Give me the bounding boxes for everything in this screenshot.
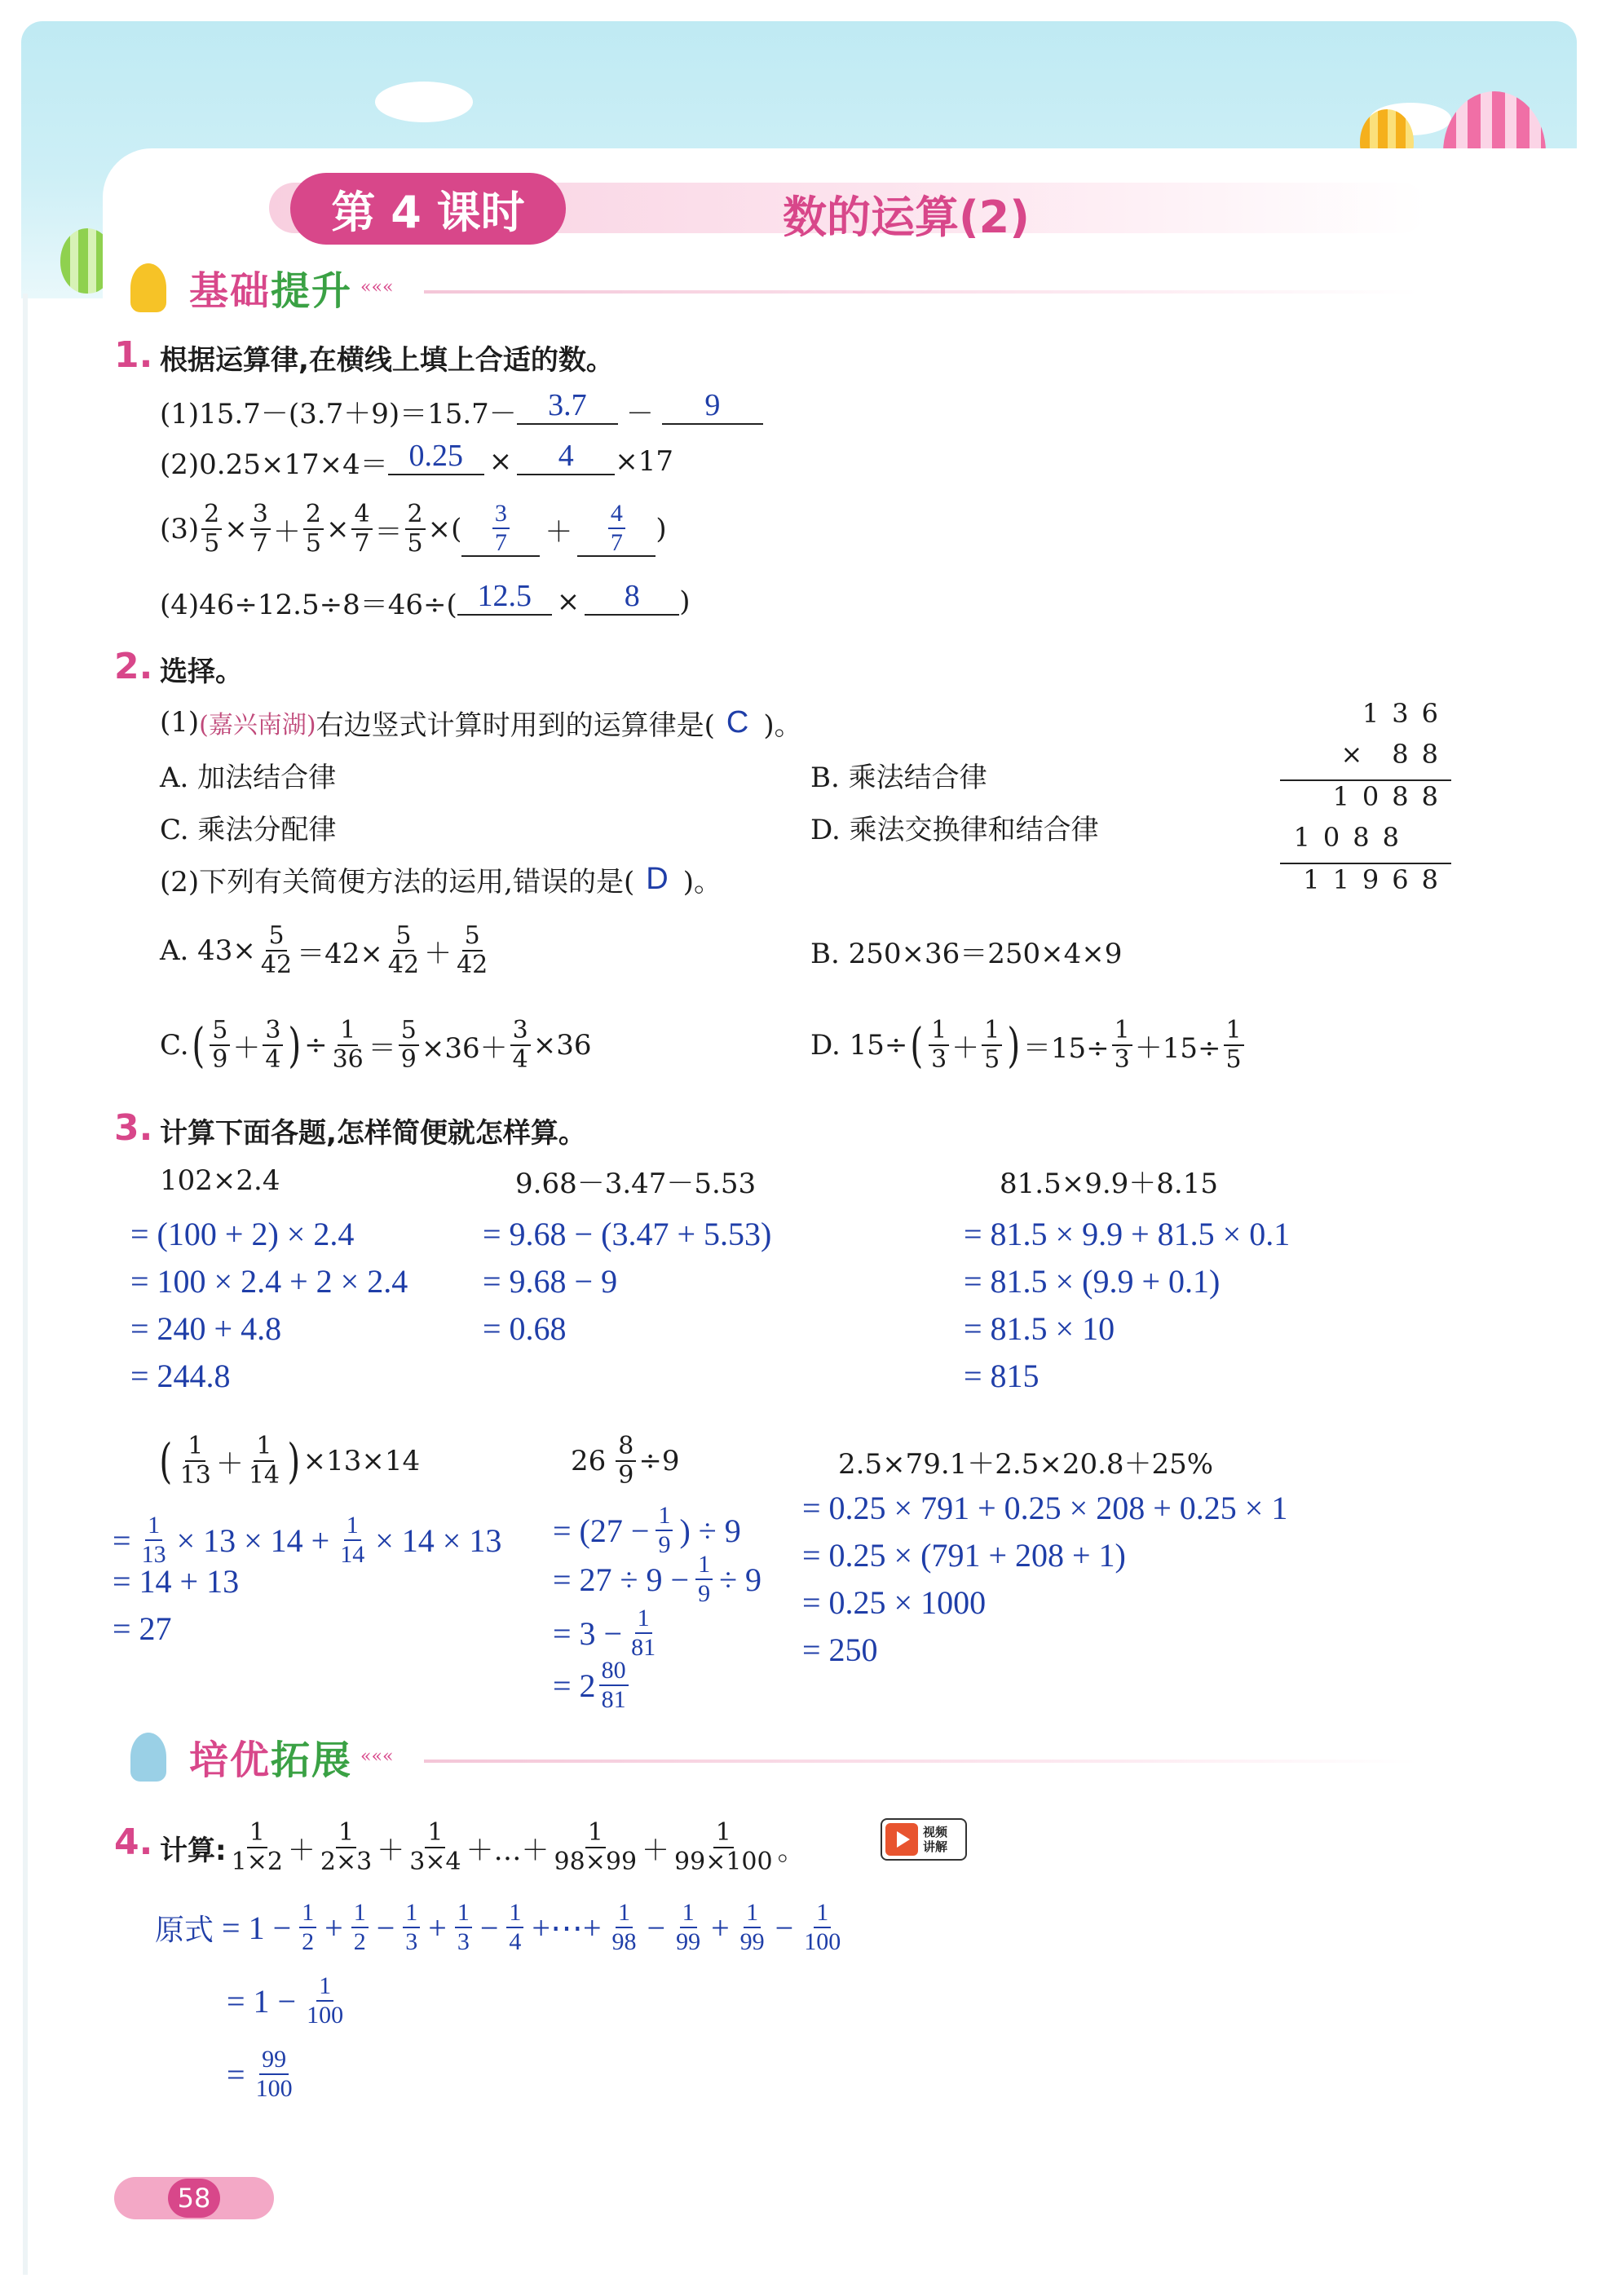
denominator: 5 <box>984 1045 1000 1074</box>
q2-text: )。 <box>682 865 722 899</box>
q1-text: (2)0.25×17×4＝ <box>160 448 388 481</box>
fraction <box>801 1901 843 1954</box>
question-title: 计算: <box>160 1834 227 1867</box>
expression <box>157 1419 420 1503</box>
fraction <box>510 1018 531 1072</box>
work-step: = 81.5 × (9.9 + 0.1) <box>964 1263 1221 1300</box>
video-label: 视频 <box>923 1825 948 1839</box>
work-step <box>553 1551 761 1608</box>
q1-part4 <box>160 577 691 626</box>
operator: ＋ <box>232 1031 261 1065</box>
denominator: 14 <box>248 1461 280 1490</box>
numerator: 1 <box>506 1901 523 1928</box>
numerator: 1 <box>713 1821 734 1848</box>
q1-text: ) <box>679 585 691 618</box>
expression-text: ÷9 <box>638 1445 680 1477</box>
lesson-tag: 第 4 课时 <box>290 173 566 245</box>
fraction <box>455 1901 472 1954</box>
denominator: 13 <box>179 1461 211 1490</box>
denominator: 3×4 <box>409 1848 461 1876</box>
option-a <box>160 908 492 993</box>
q4-expression <box>160 1805 806 1890</box>
q2-text: (2)下列有关简便方法的运用,错误的是( <box>160 865 635 899</box>
answer-blank: 3.7 <box>517 387 618 425</box>
fraction <box>250 502 271 556</box>
page-edge <box>23 294 28 2275</box>
fraction <box>454 921 490 979</box>
numerator: 4 <box>351 502 372 530</box>
denominator: 2 <box>353 1928 366 1955</box>
option-text: ＝42× <box>297 937 383 970</box>
numerator: 3 <box>510 1018 531 1046</box>
answer-fraction <box>608 501 625 555</box>
play-icon <box>885 1823 918 1856</box>
operator: － <box>625 397 654 430</box>
lightbulb-icon <box>130 263 166 312</box>
vcalc-row <box>1272 739 1451 779</box>
option-b: B. 乘法结合律 <box>810 761 987 794</box>
cloud-decoration <box>375 82 473 122</box>
work-text: ) ÷ 9 <box>679 1512 741 1549</box>
answer-blank: 0.25 <box>388 438 484 475</box>
fraction <box>178 1434 214 1488</box>
work-text: = 2 <box>553 1667 596 1704</box>
numerator: 1 <box>338 1018 358 1046</box>
numerator: 1 <box>247 1821 267 1848</box>
work-text: +⋯+ <box>532 1909 602 1946</box>
question-title: 根据运算律,在横线上填上合适的数。 <box>160 344 614 377</box>
section-title-part: 提升 <box>271 268 353 314</box>
work-step <box>553 1605 664 1662</box>
section-advanced-header <box>130 1729 393 1785</box>
work-step: = 27 <box>113 1610 172 1647</box>
answer-blank: 8 <box>585 578 679 616</box>
question-number: 3. <box>114 1107 153 1149</box>
video-explain-button[interactable] <box>881 1818 967 1861</box>
operator: ＋ <box>424 937 452 970</box>
q2-sub2 <box>160 856 722 902</box>
denominator: 2×3 <box>320 1848 373 1876</box>
fraction <box>695 1552 713 1606</box>
numerator: 2 <box>303 502 324 530</box>
expression: 9.68－3.47－5.53 <box>515 1167 757 1200</box>
denominator: 5 <box>305 529 321 558</box>
denominator: 99 <box>739 1928 765 1955</box>
expression: 81.5×9.9＋8.15 <box>1000 1167 1218 1200</box>
work-step: 原式 = 1 − $\frac{1}{2}$ + $\frac{1}{2}$ − $\frac{1}{3}$ + $\frac{1}{3}$ − $\frac{1}{4}$ +⋯+ $\frac{1}{98}$ − $\frac{1}{99}$ + $\frac{1}{99}$ − $\frac{1}{100}$ <box>155 1887 851 1968</box>
vcalc-row: 11968 <box>1303 864 1451 895</box>
numerator: 3 <box>250 502 271 530</box>
option-c: C. 乘法分配律 <box>160 813 337 846</box>
denominator: 81 <box>631 1634 656 1661</box>
q2-text: 右边竖式计算时用到的运算律是( <box>316 709 715 742</box>
operator: × <box>488 445 513 478</box>
numerator: 1 <box>344 1513 361 1541</box>
fraction <box>673 1901 703 1954</box>
denominator: 42 <box>260 951 293 979</box>
work-step: = 0.25 × 791 + 0.25 × 208 + 0.25 × 1 <box>802 1490 1288 1526</box>
paren: ) <box>1007 1018 1021 1073</box>
numerator: 5 <box>462 924 483 952</box>
denominator: 13 <box>141 1541 166 1568</box>
denominator: 5 <box>204 529 220 558</box>
numerator: 2 <box>201 502 222 530</box>
operator: ＋ <box>272 515 301 549</box>
expression: 2.5×79.1＋2.5×20.8＋25% <box>838 1447 1214 1481</box>
paren: ( <box>159 1433 173 1489</box>
work-step: = (100 + 2) × 2.4 <box>130 1216 355 1252</box>
vcalc-row: 1088 <box>1332 781 1451 812</box>
fraction <box>258 921 294 979</box>
operator: ＋ <box>545 515 573 549</box>
work-text: = 1 − <box>222 1909 292 1946</box>
vcalc-row: 1088 <box>1293 822 1412 853</box>
option-d: D. 乘法交换律和结合律 <box>810 813 1099 846</box>
expression-text: ×13×14 <box>302 1445 421 1477</box>
answer-blank: 12.5 <box>457 578 552 616</box>
fraction <box>303 502 324 556</box>
numerator: 1 <box>982 1018 1002 1046</box>
fraction <box>399 1018 419 1072</box>
fraction <box>351 502 372 556</box>
page-number: 58 <box>168 2179 220 2218</box>
q1-part2 <box>160 437 673 486</box>
fraction <box>629 1606 658 1660</box>
numerator: 1 <box>254 1434 274 1462</box>
work-text: = (27 − <box>553 1512 650 1549</box>
choice-answer: D <box>646 861 669 896</box>
option-b: B. 250×36＝250×4×9 <box>810 937 1123 970</box>
numerator: 99 <box>259 2047 289 2075</box>
section-title-part: 基础 <box>189 268 271 314</box>
numerator: 5 <box>266 924 286 952</box>
work-step: = 81.5 × 9.9 + 81.5 × 0.1 <box>964 1216 1291 1252</box>
denominator: 9 <box>698 1580 711 1607</box>
denominator: 42 <box>387 951 420 979</box>
numerator: 3 <box>263 1018 283 1046</box>
question-number: 1. <box>114 334 153 376</box>
q1-part1 <box>160 386 763 435</box>
fraction <box>405 502 426 556</box>
work-step: = 0.68 <box>483 1310 567 1347</box>
fraction <box>246 1434 282 1488</box>
numerator: 5 <box>210 1018 230 1046</box>
vcalc-digits: 88 <box>1392 739 1451 770</box>
numerator: 1 <box>929 1018 949 1046</box>
fraction <box>263 1018 283 1072</box>
operator: ＝ <box>368 1031 396 1065</box>
section-title-part: 拓展 <box>271 1737 353 1783</box>
source-label: (嘉兴南湖) <box>199 711 316 740</box>
denominator: 98 <box>611 1928 637 1955</box>
denominator: 36 <box>332 1045 364 1074</box>
denominator: 14 <box>340 1541 365 1568</box>
numerator: 5 <box>393 924 413 952</box>
fraction <box>254 2047 295 2101</box>
numerator: 1 <box>814 1901 831 1928</box>
operator: ＋…＋ <box>466 1834 550 1867</box>
denominator: 99×100 <box>674 1848 773 1876</box>
numerator: 1 <box>1112 1018 1132 1046</box>
denominator: 4 <box>512 1045 528 1074</box>
fraction <box>656 1503 673 1557</box>
video-label: 讲解 <box>923 1839 948 1854</box>
work-step: = 244.8 <box>130 1358 231 1394</box>
denominator: 1×2 <box>231 1848 283 1876</box>
q2-text: (1) <box>160 706 200 739</box>
question-title: 选择。 <box>160 656 243 688</box>
denominator: 7 <box>252 529 268 558</box>
operator: ＋ <box>287 1834 316 1867</box>
option-text: C. <box>160 1029 189 1062</box>
numerator: 1 <box>744 1901 761 1928</box>
operator: ) <box>656 513 667 545</box>
work-step: = 815 <box>964 1358 1040 1394</box>
numerator: 5 <box>399 1018 419 1046</box>
fraction <box>299 1901 316 1954</box>
denominator: 5 <box>1225 1045 1242 1074</box>
q1-text: ×17 <box>615 445 674 478</box>
denominator: 98×99 <box>554 1848 638 1876</box>
paren: ) <box>287 1433 301 1489</box>
answer-blank <box>461 501 540 557</box>
denominator: 3 <box>405 1928 418 1955</box>
denominator: 9 <box>212 1045 228 1074</box>
q1-text: (1)15.7－(3.7＋9)＝15.7－ <box>160 397 517 430</box>
divider <box>424 1760 1419 1763</box>
option-text: ＋15÷ <box>1134 1031 1221 1065</box>
denominator: 42 <box>457 951 488 979</box>
q1-part3 <box>160 492 667 566</box>
fraction <box>304 1974 346 2028</box>
denominator: 81 <box>601 1686 626 1713</box>
numerator: 1 <box>455 1901 472 1928</box>
numerator: 1 <box>425 1821 445 1848</box>
numerator: 2 <box>405 502 426 530</box>
fraction <box>599 1658 629 1712</box>
work-text: = 3 − <box>553 1614 623 1652</box>
answer-blank: 9 <box>662 387 763 425</box>
fraction <box>386 921 422 979</box>
fraction <box>201 502 222 556</box>
section-basic-header <box>130 259 393 316</box>
operator: ＋ <box>215 1447 244 1481</box>
work-text: = <box>113 1521 131 1559</box>
numerator: 1 <box>616 1901 633 1928</box>
fraction <box>982 1018 1002 1072</box>
arrows-icon: ««« <box>360 277 394 298</box>
denominator: 9 <box>618 1461 634 1490</box>
denominator: 3 <box>1114 1045 1130 1074</box>
work-step: = 9.68 − 9 <box>483 1263 618 1300</box>
denominator: 100 <box>255 2075 293 2102</box>
operator: ＋ <box>642 1834 670 1867</box>
denominator: 100 <box>804 1928 841 1955</box>
fraction <box>351 1901 369 1954</box>
work-step: = 81.5 × 10 <box>964 1310 1115 1347</box>
numerator: 1 <box>695 1552 713 1580</box>
denominator: 2 <box>302 1928 315 1955</box>
option-d <box>810 1003 1247 1088</box>
operator: ÷ <box>304 1029 328 1062</box>
fraction <box>1224 1018 1244 1072</box>
q1-text: (3) <box>160 513 200 545</box>
numerator: 4 <box>608 501 625 529</box>
punctuation: 。 <box>777 1834 806 1867</box>
work-text: = 27 ÷ 9 − <box>553 1561 690 1598</box>
fraction <box>738 1901 767 1954</box>
denominator: 7 <box>494 529 507 556</box>
expression <box>571 1419 679 1503</box>
work-step <box>227 1960 354 2042</box>
fraction <box>330 1018 366 1072</box>
operator: ＝ <box>374 515 403 549</box>
operator: × <box>224 513 248 545</box>
fraction <box>318 1818 374 1876</box>
work-text: × 13 × 14 + <box>176 1521 330 1559</box>
vcalc-row: 136 <box>1362 698 1451 729</box>
option-text: ×36 <box>532 1029 592 1062</box>
option-a: A. 加法结合律 <box>160 761 337 794</box>
numerator: 1 <box>585 1821 606 1848</box>
denominator: 7 <box>610 529 623 556</box>
numerator: 1 <box>635 1606 652 1634</box>
answer-blank <box>577 501 656 557</box>
fraction <box>139 1513 169 1567</box>
fraction <box>403 1901 420 1954</box>
numerator: 1 <box>1224 1018 1244 1046</box>
page-number-badge <box>114 2177 274 2219</box>
work-text: 原式 <box>155 1913 214 1947</box>
question-number: 2. <box>114 646 153 687</box>
operator: × <box>1340 739 1363 770</box>
fraction <box>672 1818 775 1876</box>
work-step: = 250 <box>802 1631 878 1668</box>
denominator: 99 <box>676 1928 701 1955</box>
numerator: 1 <box>680 1901 697 1928</box>
divider <box>424 290 1419 294</box>
operator: × <box>325 513 350 545</box>
denominator: 4 <box>509 1928 522 1955</box>
work-step <box>227 2033 303 2115</box>
denominator: 3 <box>457 1928 470 1955</box>
fraction <box>616 1434 636 1488</box>
fraction <box>610 1901 639 1954</box>
answer-blank: 4 <box>517 438 615 475</box>
work-step: = 100 × 2.4 + 2 × 2.4 <box>130 1263 408 1300</box>
operator: ×( <box>427 513 462 545</box>
q2-text: )。 <box>763 709 802 742</box>
section-title-part: 培优 <box>189 1737 271 1783</box>
work-step: = 14 + 13 <box>113 1563 240 1600</box>
fraction <box>506 1901 523 1954</box>
numerator: 1 <box>656 1503 673 1531</box>
expression: 102×2.4 <box>160 1164 280 1197</box>
fraction <box>229 1818 285 1876</box>
numerator: 8 <box>616 1434 636 1462</box>
work-step <box>553 1655 632 1715</box>
option-text: ＝15÷ <box>1022 1031 1110 1065</box>
q1-text: (4)46÷12.5÷8＝46÷( <box>160 588 457 621</box>
option-text: D. 15÷ <box>810 1029 908 1062</box>
fraction <box>929 1018 949 1072</box>
choice-answer: C <box>726 704 749 740</box>
option-text: A. 43× <box>160 934 256 967</box>
question-title: 计算下面各题,怎样简便就怎样算。 <box>160 1117 586 1150</box>
work-step: = 0.25 × (791 + 208 + 1) <box>802 1537 1126 1574</box>
vertical-multiplication <box>1272 698 1451 905</box>
fraction <box>407 1818 463 1876</box>
numerator: 1 <box>145 1513 162 1541</box>
work-text: × 14 × 13 <box>375 1521 502 1559</box>
work-text: ÷ 9 <box>719 1561 762 1598</box>
option-c <box>160 1003 592 1088</box>
paren: ) <box>288 1018 302 1073</box>
fraction <box>210 1018 230 1072</box>
denominator: 9 <box>400 1045 417 1074</box>
denominator: 100 <box>307 2002 344 2029</box>
paren: ( <box>910 1018 924 1073</box>
numerator: 1 <box>351 1901 369 1928</box>
option-text: ×36＋ <box>421 1031 508 1065</box>
arrows-icon: ««« <box>360 1746 394 1767</box>
numerator: 1 <box>336 1821 356 1848</box>
numerator: 1 <box>299 1901 316 1928</box>
numerator: 80 <box>599 1658 629 1686</box>
operator: ＋ <box>377 1834 405 1867</box>
q2-sub1 <box>160 700 802 745</box>
denominator: 3 <box>931 1045 947 1074</box>
work-step: = 9.68 − (3.47 + 5.53) <box>483 1216 772 1252</box>
paren: ( <box>192 1018 205 1073</box>
fraction <box>1112 1018 1132 1072</box>
expression-text: 26 <box>571 1445 607 1477</box>
denominator: 5 <box>407 529 423 558</box>
rocket-icon <box>130 1733 166 1782</box>
numerator: 1 <box>403 1901 420 1928</box>
fraction <box>552 1818 639 1876</box>
denominator: 4 <box>265 1045 281 1074</box>
numerator: 1 <box>185 1434 205 1462</box>
numerator: 1 <box>316 1974 333 2002</box>
work-step: = 240 + 4.8 <box>130 1310 282 1347</box>
operator: ＋ <box>951 1031 980 1065</box>
work-step: = 0.25 × 1000 <box>802 1584 987 1621</box>
work-text: = 1 − <box>227 1982 297 2020</box>
operator: × <box>556 585 580 618</box>
denominator: 9 <box>658 1531 671 1558</box>
numerator: 3 <box>492 501 510 529</box>
lesson-title: 数的运算(2) <box>783 192 1030 243</box>
work-text: = <box>227 2055 245 2093</box>
denominator: 7 <box>354 529 370 558</box>
answer-fraction <box>492 501 510 555</box>
question-number: 4. <box>114 1821 153 1863</box>
fraction <box>338 1513 367 1567</box>
